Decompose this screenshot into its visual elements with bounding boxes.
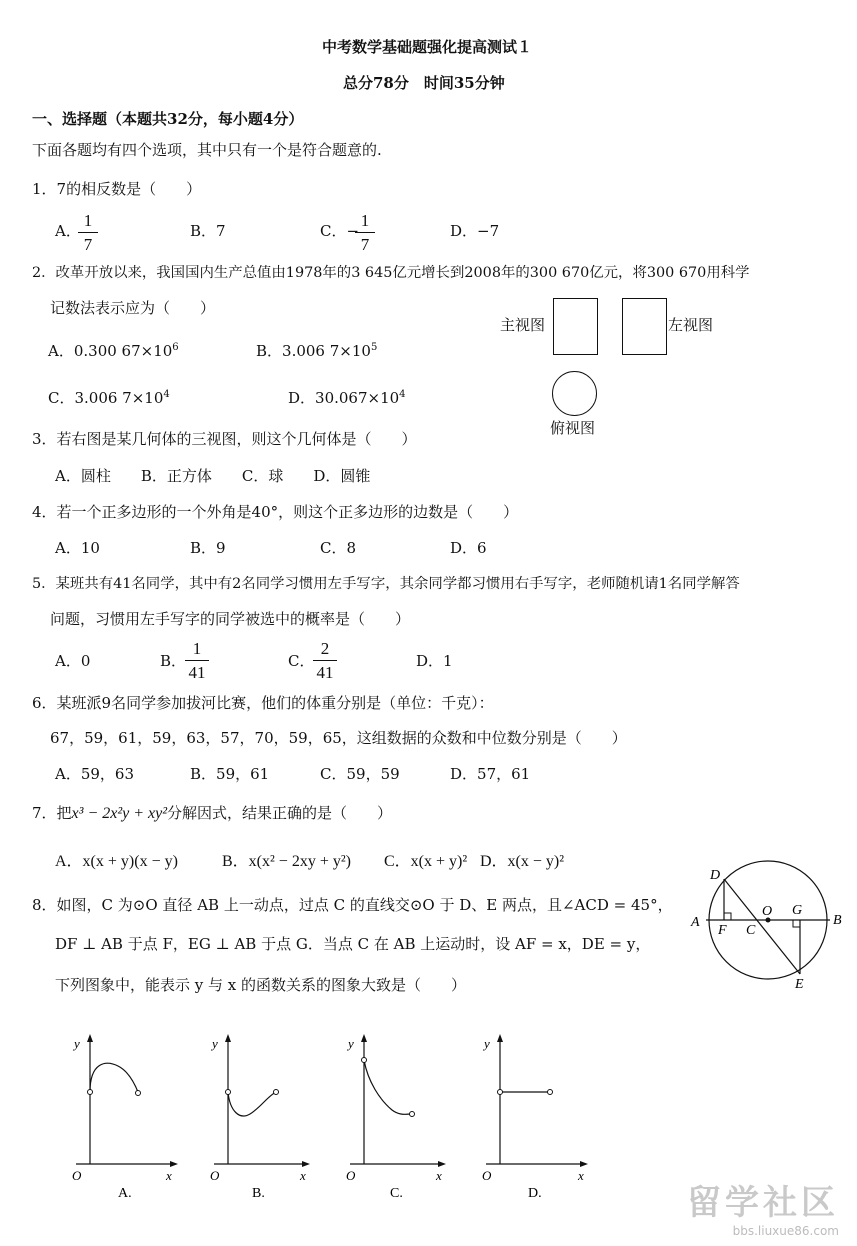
q1-c-denominator: 7 [360,235,370,254]
watermark-url: bbs.liuxue86.com [732,1224,839,1238]
open-point-end [136,1091,141,1096]
q6-option-b: B．59，61 [190,765,270,783]
q1-option-a-fraction [77,212,99,253]
q7-option-d: D．x(x − y)² [480,853,565,870]
origin-label: O [482,1168,492,1183]
q4-option-d: D．6 [450,539,487,557]
right-angle-g [793,920,800,927]
open-point-start [362,1058,367,1063]
open-point-start [88,1090,93,1095]
label-f: F [718,923,727,938]
q8-line2: DF ⊥ AB 于点 F，EG ⊥ AB 于点 G．当点 C 在 AB 上运动时，设 AF = x，DE = y， [55,935,651,953]
watermark [687,1175,839,1238]
label-o: O [762,904,773,919]
q5-option-a: A．0 [55,652,91,670]
open-point-end [410,1112,415,1117]
option-label: C. [390,1186,403,1201]
q4-option-a: A．10 [55,539,100,557]
q6-line2: 67，59，61，59，63，57，70，59，65，这组数据的众数和中位数分别是（ ） [50,729,627,747]
y-arrow [87,1034,93,1042]
x-label: x [578,1168,584,1183]
x-label: x [166,1168,172,1183]
q7-stem [32,806,392,822]
q7-expression: x³ − 2x²y + xy² [71,805,168,822]
q5-c-numerator: 2 [320,639,330,658]
option-label: B. [252,1186,265,1201]
top-view-label: 俯视图 [550,419,596,437]
q5-b-numerator: 1 [192,639,202,658]
origin-label: O [72,1168,82,1183]
x-arrow [580,1161,588,1167]
q1-option-a-label: A． [55,222,81,240]
chord-de [724,879,803,974]
front-view-label: 主视图 [500,316,546,334]
curve [228,1092,276,1116]
q2-option-b [256,343,377,359]
label-c: C [746,923,756,938]
q1-stem: 1．7的相反数是（ ） [32,180,202,198]
q1-a-numerator: 1 [83,211,93,230]
origin-label: O [210,1168,220,1183]
q7-stem-prefix: 7．把 [32,804,72,822]
curve [364,1060,412,1114]
label-g: G [792,903,803,918]
q5-option-c-label: C． [288,652,315,670]
q7-option-a: A．x(x + y)(x − y) [55,853,178,870]
label-a: A [691,915,700,930]
q7-option-c: C．x(x + y)² [384,853,468,870]
q5-line1: 5．某班共有41名同学，其中有2名同学习惯用左手写字，其余同学都习惯用右手写字，老师随机请1名同学解答 [32,576,740,592]
y-label: y [212,1036,218,1051]
q2-a-text: A．0.300 67×10 [48,342,173,360]
q2-d-text: D．30.067×10 [288,389,400,407]
top-view-circle [552,371,597,416]
q2-c-exponent: 4 [163,389,170,400]
q5-c-denominator: 41 [316,663,334,682]
q2-b-text: B．3.006 7×10 [256,342,371,360]
q1-option-c-label: C．− [320,222,360,240]
q2-option-a [48,343,179,359]
q2-c-text: C．3.006 7×10 [48,389,164,407]
section-heading: 一、选择题（本题共32分，每小题4分） [32,110,304,128]
q5-line2: 问题，习惯用左手写字的同学被选中的概率是（ ） [50,610,411,628]
q6-option-a: A．59，63 [55,765,135,783]
x-arrow [438,1161,446,1167]
y-label: y [74,1036,80,1051]
page-title: 中考数学基础题强化提高测试１ [322,38,533,56]
q2-option-d [288,390,406,406]
q3-stem: 3．若右图是某几何体的三视图，则这个几何体是（ ） [32,430,417,448]
y-arrow [225,1034,231,1042]
open-point-end [274,1090,279,1095]
label-d: D [710,868,721,883]
q1-c-numerator: 1 [360,211,370,230]
q5-b-denominator: 41 [188,663,206,682]
q1-a-denominator: 7 [83,235,93,254]
q5-option-d: D．1 [416,652,453,670]
open-point-start [498,1090,503,1095]
option-label: A. [118,1186,132,1201]
x-label: x [436,1168,442,1183]
front-view-rectangle [553,298,598,355]
y-label: y [484,1036,490,1051]
q2-option-c [48,390,170,406]
label-b: B [833,913,842,928]
left-view-label: 左视图 [668,316,714,334]
q7-option-b: B．x(x² − 2xy + y²) [222,853,351,870]
q4-stem: 4．若一个正多边形的一个外角是40°，则这个正多边形的边数是（ ） [32,503,519,521]
q2-b-exponent: 5 [370,342,378,353]
open-point-end [548,1090,553,1095]
q6-option-d: D．57，61 [450,765,531,783]
y-arrow [361,1034,367,1042]
label-e: E [795,977,804,992]
x-arrow [302,1161,310,1167]
y-arrow [497,1034,503,1042]
graph-d [478,1034,608,1204]
open-point-start [226,1090,231,1095]
origin-label: O [346,1168,356,1183]
q4-option-b: B．9 [190,539,226,557]
q2-a-exponent: 6 [172,342,179,353]
x-label: x [300,1168,306,1183]
q1-option-c-fraction [354,212,376,253]
page-subtitle: 总分78分 时间35分钟 [343,74,505,92]
q5-option-b-label: B． [160,652,187,670]
x-arrow [170,1161,178,1167]
q6-option-c: C．59，59 [320,765,400,783]
curve [90,1063,138,1092]
q5-option-b-fraction [184,640,210,681]
graph-b [206,1034,326,1204]
q5-option-c-fraction [312,640,338,681]
q8-line3: 下列图象中，能表示 y 与 x 的函数关系的图象大致是（ ） [55,976,467,994]
left-view-rectangle [622,298,667,355]
q2-d-exponent: 4 [399,389,406,400]
graph-c [342,1034,462,1204]
q7-stem-suffix: 分解因式，结果正确的是（ ） [167,804,393,822]
q2-line2: 记数法表示应为（ ） [50,299,216,317]
right-angle-f [724,913,731,920]
q1-option-d: D．−7 [450,222,500,240]
option-label: D. [528,1186,542,1201]
watermark-logo-text: 留学社区 [687,1183,839,1223]
circle-diagram [688,862,848,992]
q3-options: A．圆柱 B．正方体 C．球 D．圆锥 [55,467,371,485]
graph-a [68,1034,188,1204]
q6-line1: 6．某班派9名同学参加拔河比赛，他们的体重分别是（单位：千克）： [32,694,494,712]
q1-option-b: B．7 [190,222,226,240]
instructions: 下面各题均有四个选项，其中只有一个是符合题意的. [32,141,382,159]
y-label: y [348,1036,354,1051]
q4-option-c: C．8 [320,539,357,557]
q8-line1: 8．如图，C 为⊙O 直径 AB 上一动点，过点 C 的直线交⊙O 于 D、E 两点，且∠ACD = 45°， [32,896,673,914]
q2-line1: 2．改革开放以来，我国国内生产总值由1978年的3 645亿元增长到2008年的300 670亿元，将300 670用科学 [32,265,750,281]
